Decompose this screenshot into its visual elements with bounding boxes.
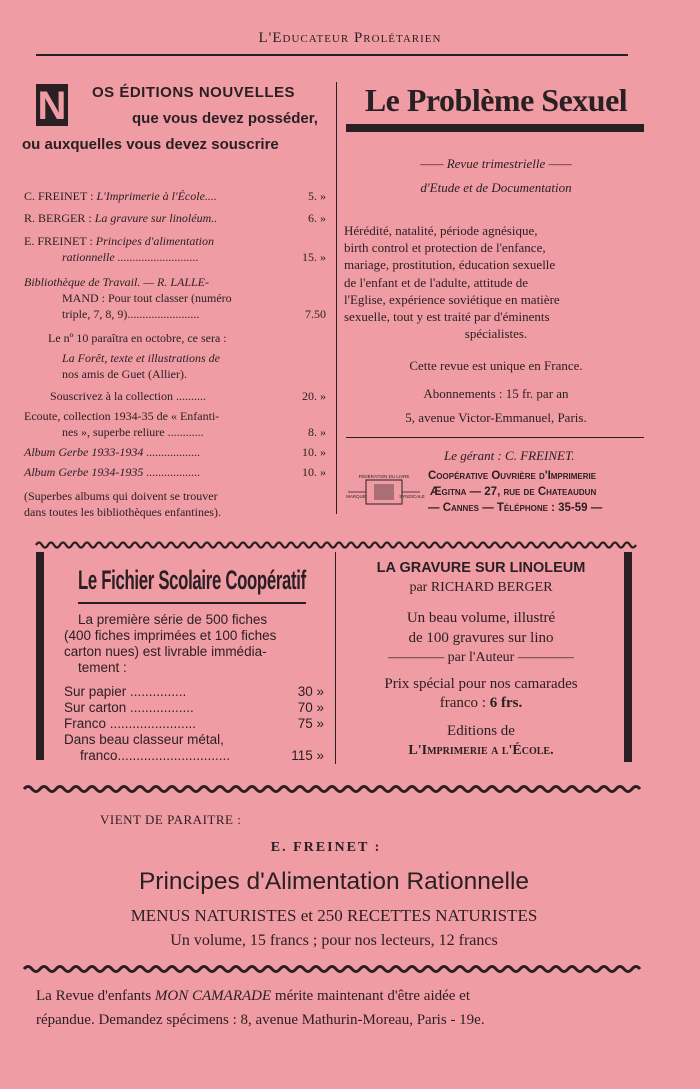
fichier-title-underline <box>78 602 306 604</box>
fichier-title: Le Fichier Scolaire Coopératif <box>78 565 306 595</box>
gerant: Le gérant : C. FREINET. <box>444 448 575 463</box>
imprint-line: — Cannes — Téléphone : 35-59 — <box>428 502 603 514</box>
editions-title-line3: ou auxquelles vous devez souscrire <box>22 136 279 153</box>
footnote: (Superbes albums qui doivent se trouver <box>24 489 218 503</box>
probleme-body: Hérédité, natalité, période agnésique, birth control et protection de l'enfance, mariage, prostitution, éducation sexuelle de l'enfant et de l'adulte, attitude de l'Eglise, expérience soviétique en matière sexuelle, tout y est traité par d'éminents spécialistes. <box>344 223 560 342</box>
header-rule <box>36 54 628 56</box>
principes-price: Un volume, 15 francs ; pour nos lecteurs, 12 francs <box>170 932 498 949</box>
drop-cap: N <box>37 84 67 128</box>
svg-text:FÉDÉRATION DU LIVRE: FÉDÉRATION DU LIVRE <box>358 474 410 479</box>
list-item: E. FREINET : Principes d'alimentation rationnelle ........................... 15. » <box>24 234 326 264</box>
footnote: dans toutes les bibliothèques enfantines). <box>24 505 221 519</box>
price-row: Dans beau classeur métal, <box>64 732 224 747</box>
list-item: C. FREINET : L'Imprimerie à l'École.... 5. » <box>24 189 326 203</box>
gravure-line: ———— par l'Auteur ———— <box>388 650 574 665</box>
probleme-title-bar <box>346 124 644 132</box>
price-row: Franco ....................... 75 » <box>64 716 324 731</box>
list-item: Ecoute, collection 1934-35 de « Enfanti- nes », superbe reliure ............ 8. » <box>24 409 326 439</box>
note-line: Le nº 10 paraîtra en octobre, ce sera : <box>48 331 227 345</box>
union-stamp <box>346 472 425 514</box>
footer-line: La Revue d'enfants MON CAMARADE mérite maintenant d'être aidée et <box>36 988 471 1004</box>
gravure-price: franco : 6 frs. <box>439 695 523 711</box>
probleme-title: Le Problème Sexuel <box>364 82 628 118</box>
vient-de-paraitre: VIENT DE PARAITRE : <box>100 812 242 827</box>
list-item: Bibliothèque de Travail. — R. LALLE- MAND : Pour tout classer (numéro triple, 7, 8, 9)........................ 7.50 <box>24 275 326 321</box>
running-head: L'Educateur Prolétarien <box>258 30 442 46</box>
list-item: Album Gerbe 1934-1935 .................. 10. » <box>24 465 326 479</box>
gravure-line: de 100 gravures sur lino <box>408 630 554 646</box>
gravure-author: par RICHARD BERGER <box>409 580 553 595</box>
probleme-subtitle: —— Revue trimestrielle —— <box>420 156 572 171</box>
gravure-line: Un beau volume, illustré <box>406 610 556 626</box>
column-divider <box>336 82 337 514</box>
note-line: nos amis de Guet (Allier). <box>62 367 187 381</box>
imprint-line: Coopérative Ouvrière d'Imprimerie <box>428 470 597 482</box>
list-item: Album Gerbe 1933-1934 .................. 10. » <box>24 445 326 459</box>
fichier-right-rule <box>335 552 336 764</box>
fichier-left-bar <box>36 552 44 760</box>
list-item: Souscrivez à la collection .......... 20. » <box>50 389 326 403</box>
fichier-body: La première série de 500 fiches (400 fiches imprimées et 100 fiches carton nues) est livrable immédia- tement : <box>64 612 277 675</box>
wavy-separator <box>24 964 640 974</box>
svg-text:SYNDICALE: SYNDICALE <box>399 494 425 499</box>
list-item: R. BERGER : La gravure sur linoléum.. 6. » <box>24 211 326 225</box>
imprint-rule <box>346 437 644 438</box>
gravure-title: LA GRAVURE SUR LINOLEUM <box>376 560 586 576</box>
price-row: Sur carton ................. 70 » <box>64 700 324 715</box>
editions-title-line2: que vous devez posséder, <box>132 110 318 127</box>
note-line: La Forêt, texte et illustrations de <box>62 351 220 365</box>
probleme-address: 5, avenue Victor-Emmanuel, Paris. <box>405 410 587 425</box>
principes-author: E. FREINET : <box>270 840 382 855</box>
editions-title-line1: OS ÉDITIONS NOUVELLES <box>92 84 296 101</box>
probleme-abonnements: Abonnements : 15 fr. par an <box>423 386 569 401</box>
wavy-separator <box>24 784 640 794</box>
price-row: Sur papier ............... 30 » <box>64 684 324 699</box>
principes-title: Principes d'Alimentation Rationnelle <box>138 868 530 895</box>
footer-line: répandue. Demandez spécimens : 8, avenue Mathurin-Moreau, Paris - 19e. <box>36 1012 485 1028</box>
probleme-subtitle: d'Etude et de Documentation <box>420 180 572 195</box>
price-row: franco.............................. 115 » <box>80 748 324 763</box>
fichier-price-table <box>64 684 328 764</box>
wavy-separator <box>36 540 636 550</box>
gravure-publisher: L'Imprimerie a l'École. <box>408 743 554 758</box>
probleme-unique: Cette revue est unique en France. <box>409 358 583 373</box>
gravure-editions: Editions de <box>447 723 515 739</box>
imprint-line: Ægitna — 27, rue de Chateaudun <box>430 486 597 498</box>
svg-text:MARQUE: MARQUE <box>346 494 366 499</box>
gravure-right-bar <box>624 552 632 762</box>
principes-subtitle: MENUS NATURISTES et 250 RECETTES NATURISTES <box>130 906 538 925</box>
gravure-line: Prix spécial pour nos camarades <box>384 676 578 692</box>
